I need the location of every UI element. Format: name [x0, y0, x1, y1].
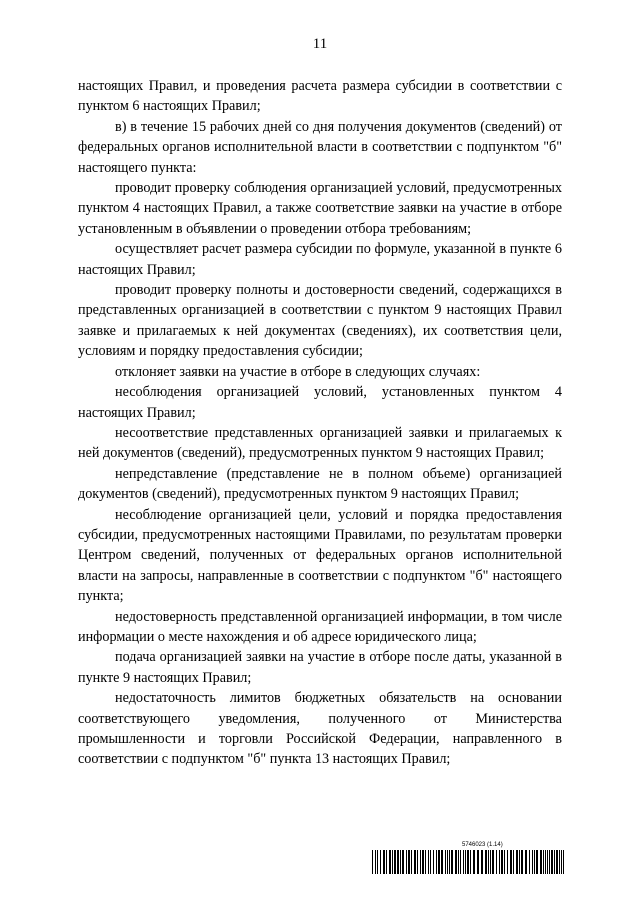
document-code: 5746023 (1.14) — [462, 842, 503, 848]
paragraph: проводит проверку соблюдения организацией условий, предусмотренных пунктом 4 настоящих Правил, а также соответствие заявки на участие в отборе установленным в объявлении о проведении отбора требованиям; — [78, 180, 562, 237]
paragraph: настоящих Правил, и проведения расчета размера субсидии в соответствии с пунктом 6 настоящих Правил; — [78, 78, 562, 115]
paragraph: несоблюдения организацией условий, установленных пунктом 4 настоящих Правил; — [78, 384, 562, 421]
paragraph: недостоверность представленной организацией информации, в том числе информации о месте нахождения и об адресе юридического лица; — [78, 608, 562, 645]
paragraph: непредставление (представление не в полном объеме) организацией документов (сведений), предусмотренных пунктом 9 настоящих Правил; — [78, 465, 562, 503]
paragraph: несоответствие представленных организацией заявки и прилагаемых к ней документов (сведений), предусмотренных пунктом 9 настоящих Правил; — [78, 424, 562, 462]
paragraph: отклоняет заявки на участие в отборе в следующих случаях: — [115, 363, 481, 380]
paragraph: осуществляет расчет размера субсидии по формуле, указанной в пункте 6 настоящих Правил; — [78, 241, 562, 278]
page-number: 11 — [312, 36, 328, 52]
paragraph: проводит проверку полноты и достоверности сведений, содержащихся в представленных организацией в соответствии с пунктом 9 настоящих Правил заявке и прилагаемых к ней документах (сведениях), их соответствия цели, условиям и порядку предоставления субсидии; — [78, 282, 562, 360]
document-body — [78, 76, 562, 770]
paragraph: недостаточность лимитов бюджетных обязательств на основании соответствующего уведомления, полученного от Министерства промышленности и торговли Российской Федерации, направленного в соответствии с подпунктом "б" пункта 13 настоящих Правил; — [78, 690, 562, 768]
barcode-image — [372, 850, 566, 874]
paragraph: несоблюдение организацией цели, условий и порядка предоставления субсидии, предусмотренных настоящими Правилами, по результатам проверки Центром сведений, полученных от федеральных органов исполнительной власти на запросы, направленные в соответствии с подпунктом "б" настоящего пункта; — [78, 506, 562, 605]
paragraph: подача организацией заявки на участие в отборе после даты, указанной в пункте 9 настоящих Правил; — [78, 649, 562, 686]
paragraph: в) в течение 15 рабочих дней со дня получения документов (сведений) от федеральных органов исполнительной власти в соответствии с подпунктом "б" настоящего пункта: — [78, 118, 562, 176]
